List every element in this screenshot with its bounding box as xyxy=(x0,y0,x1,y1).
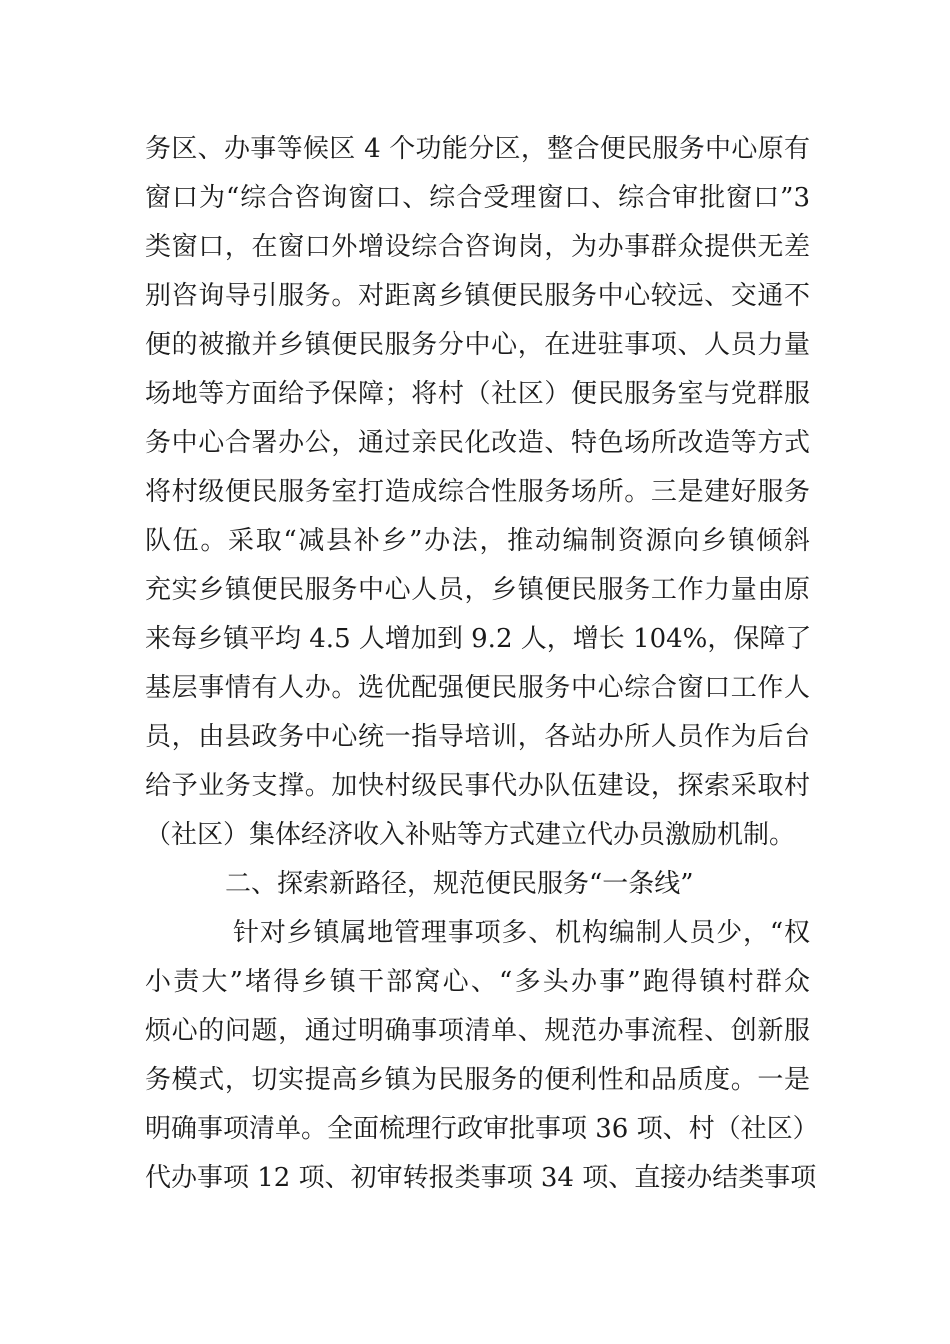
text-line: 队伍。采取“减县补乡”办法，推动编制资源向乡镇倾斜 xyxy=(145,526,810,556)
text-line: 明确事项清单。全面梳理行政审批事项 36 项、村（社区） xyxy=(145,1114,819,1144)
text-line: 务区、办事等候区 4 个功能分区，整合便民服务中心原有 xyxy=(145,134,810,164)
text-line: 别咨询导引服务。对距离乡镇便民服务中心较远、交通不 xyxy=(145,281,810,311)
document-body xyxy=(145,125,819,1203)
text-line: 烦心的问题，通过明确事项清单、规范办事流程、创新服 xyxy=(145,1016,810,1046)
text-line: 将村级便民服务室打造成综合性服务场所。三是建好服务 xyxy=(145,477,810,507)
text-line: 针对乡镇属地管理事项多、机构编制人员少，“权 xyxy=(233,918,810,948)
text-line: 代办事项 12 项、初审转报类事项 34 项、直接办结类事项 xyxy=(145,1163,817,1193)
text-line: 充实乡镇便民服务中心人员，乡镇便民服务工作力量由原 xyxy=(145,575,810,605)
text-line: 务模式，切实提高乡镇为民服务的便利性和品质度。一是 xyxy=(145,1065,810,1095)
text-line: 来每乡镇平均 4.5 人增加到 9.2 人，增长 104%，保障了 xyxy=(145,624,812,654)
text-line: 类窗口，在窗口外增设综合咨询岗，为办事群众提供无差 xyxy=(145,232,810,262)
text-line: 小责大”堵得乡镇干部窝心、“多头办事”跑得镇村群众 xyxy=(145,967,810,997)
text-line: （社区）集体经济收入补贴等方式建立代办员激励机制。 xyxy=(145,820,796,850)
section-heading: 二、探索新路径，规范便民服务“一条线” xyxy=(225,869,694,899)
text-line: 基层事情有人办。选优配强便民服务中心综合窗口工作人 xyxy=(145,673,810,703)
text-line: 给予业务支撑。加快村级民事代办队伍建设，探索采取村 xyxy=(145,771,810,801)
text-line: 务中心合署办公，通过亲民化改造、特色场所改造等方式 xyxy=(145,428,810,458)
text-line: 场地等方面给予保障；将村（社区）便民服务室与党群服 xyxy=(145,379,810,409)
text-line: 便的被撤并乡镇便民服务分中心，在进驻事项、人员力量 xyxy=(145,330,810,360)
text-line: 窗口为“综合咨询窗口、综合受理窗口、综合审批窗口”3 xyxy=(145,183,810,213)
text-line: 员，由县政务中心统一指导培训，各站办所人员作为后台 xyxy=(145,722,810,752)
